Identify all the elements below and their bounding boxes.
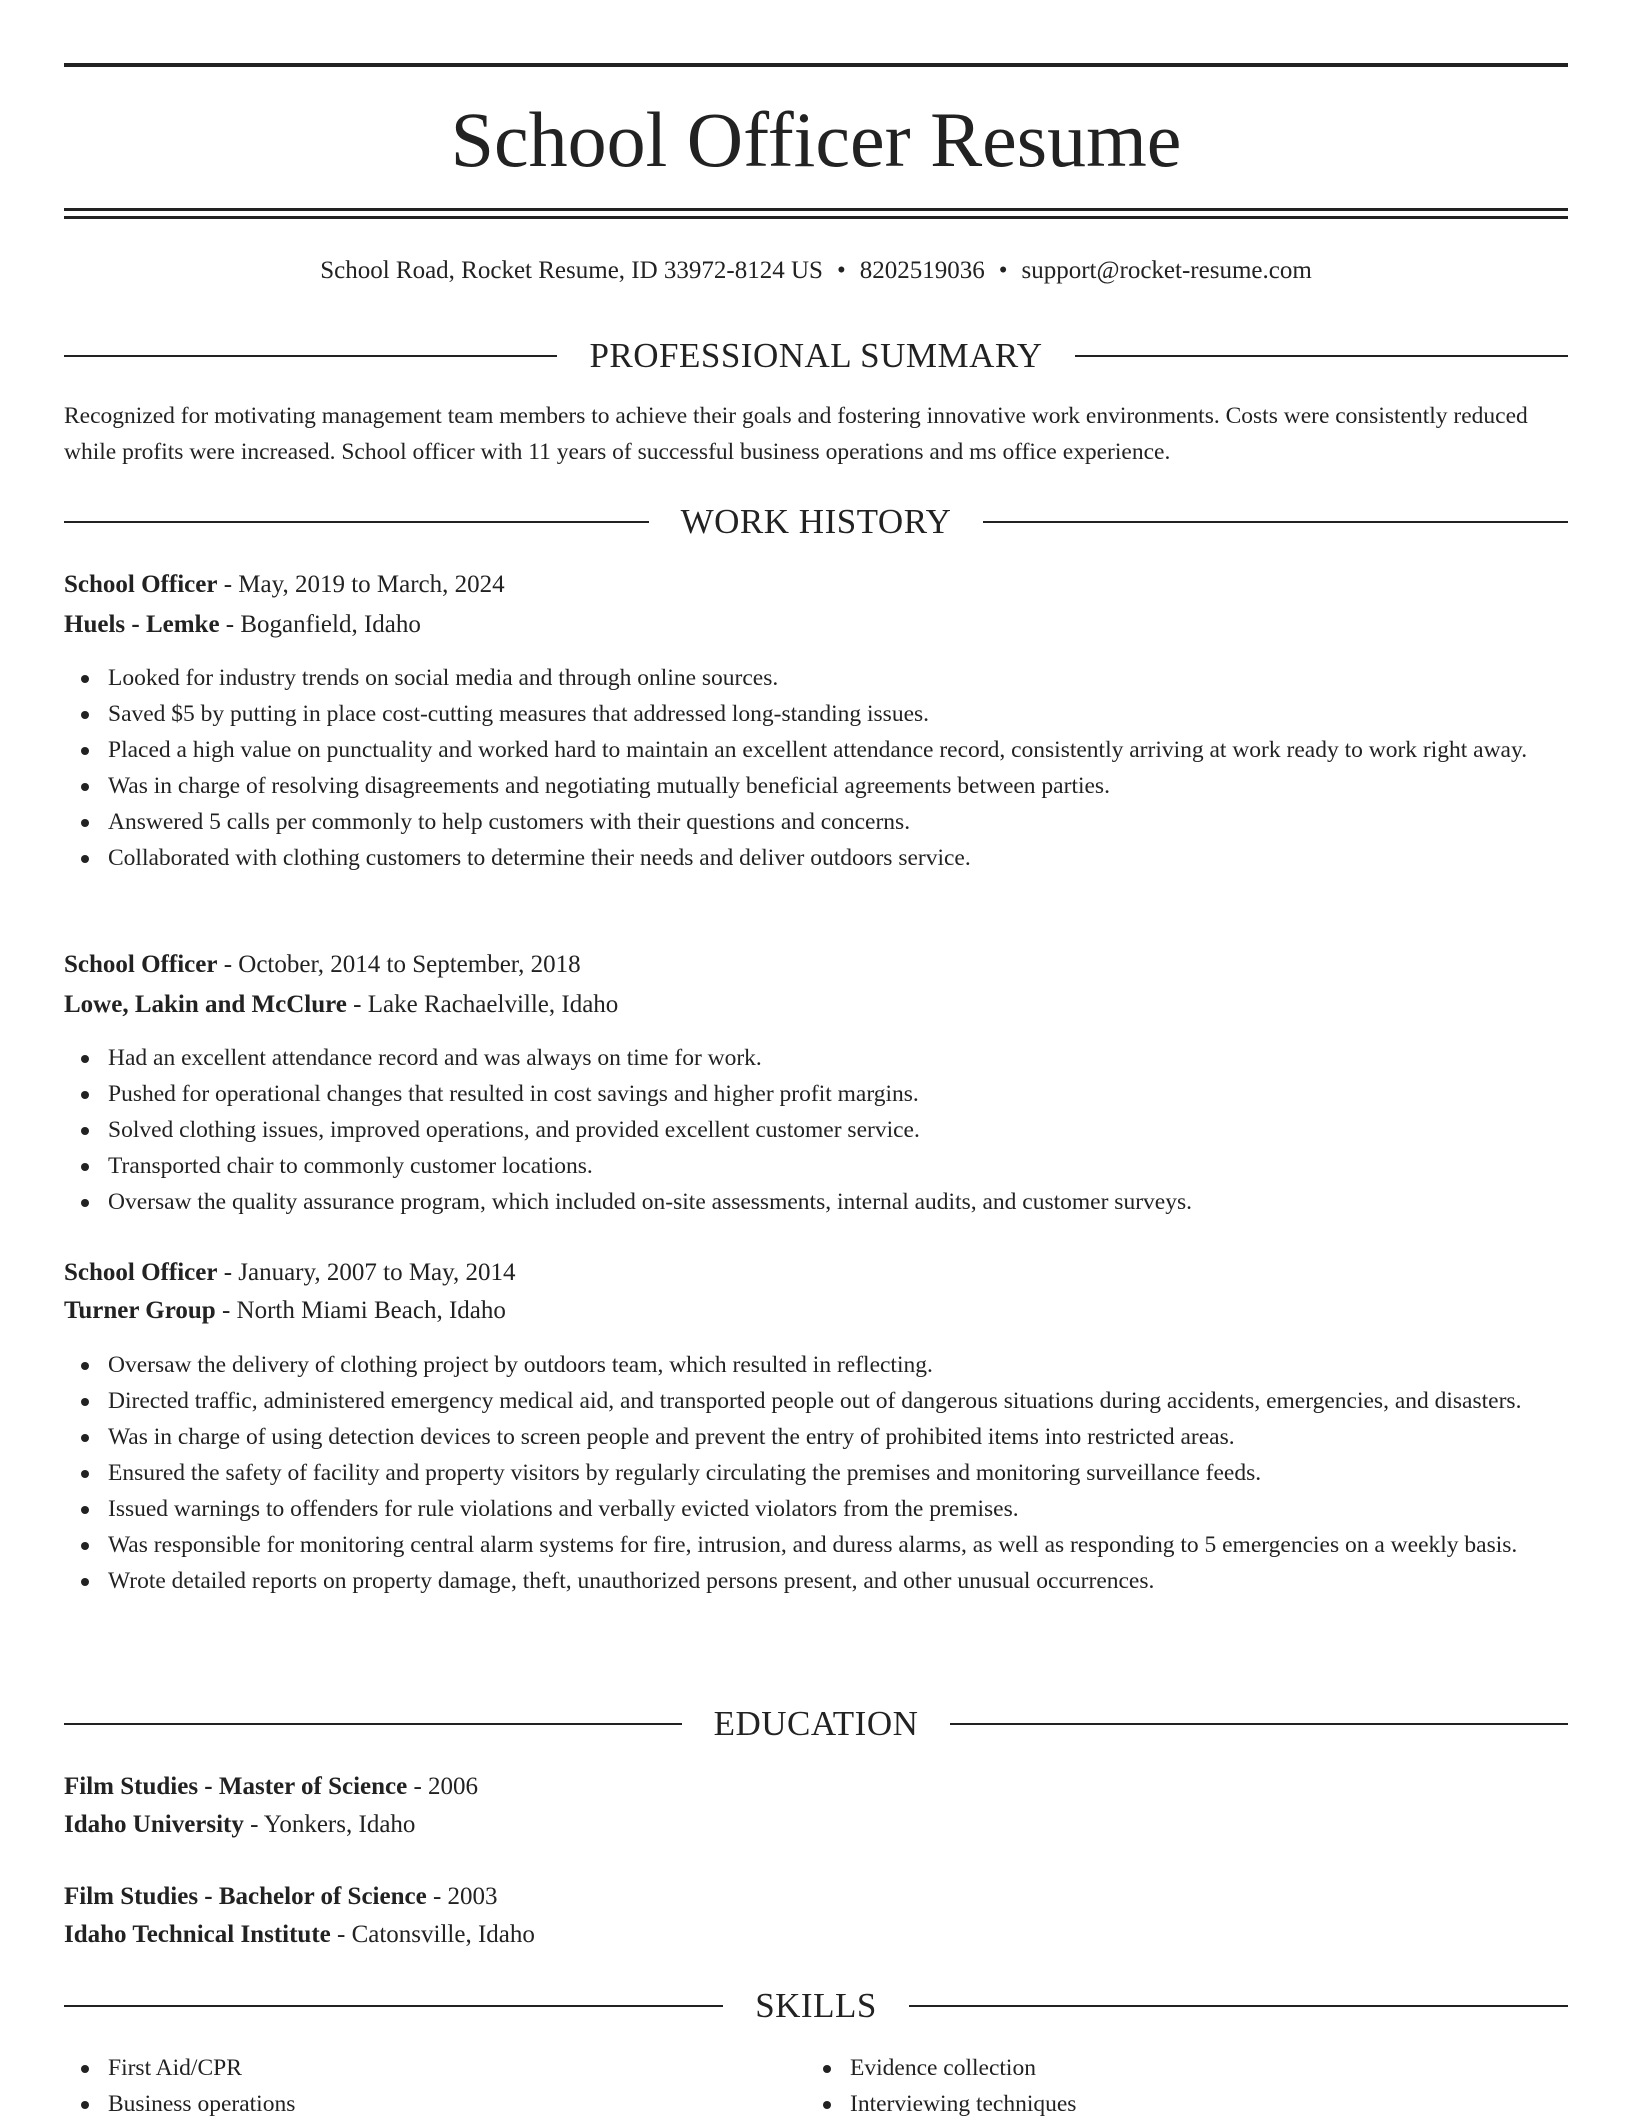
job-title-line <box>64 946 1568 984</box>
list-item: Collaborated with clothing customers to determine their needs and deliver outdoors service. <box>64 840 1568 876</box>
job-title-line <box>64 1254 1568 1292</box>
job-title: School Officer <box>64 571 218 598</box>
list-item: Ensured the safety of facility and property visitors by regularly circulating the premises and monitoring surveillance feeds. <box>64 1455 1568 1491</box>
list-item: Was in charge of resolving disagreements and negotiating mutually beneficial agreements between parties. <box>64 768 1568 804</box>
title-rule-upper <box>64 208 1568 211</box>
job-location: - Boganfield, Idaho <box>225 611 421 638</box>
job-company-line <box>64 1292 1568 1330</box>
job-company-line <box>64 606 1568 644</box>
list-item: Transported chair to commonly customer locations. <box>64 1148 1568 1184</box>
list-item: First Aid/CPR <box>64 2050 806 2086</box>
section-header-summary <box>64 334 1568 378</box>
job-title-line <box>64 566 1568 604</box>
list-item: Solved clothing issues, improved operations, and provided excellent customer service. <box>64 1112 1568 1148</box>
section-header-work <box>64 500 1568 544</box>
job-dates: - October, 2014 to September, 2018 <box>223 951 581 978</box>
job-title: School Officer <box>64 1259 218 1286</box>
list-item: Business operations <box>64 2086 806 2122</box>
job-dates: - May, 2019 to March, 2024 <box>223 571 505 598</box>
list-item: Saved $5 by putting in place cost-cutting measures that addressed long-standing issues. <box>64 696 1568 732</box>
list-item: Oversaw the delivery of clothing project by outdoors team, which resulted in reflecting. <box>64 1347 1568 1383</box>
job-company: Huels - Lemke <box>64 611 220 638</box>
job-location: - Lake Rachaelville, Idaho <box>353 991 619 1018</box>
skills-column-right <box>806 2050 1548 2122</box>
education-location: - Catonsville, Idaho <box>337 1921 535 1948</box>
contact-phone: 8202519036 <box>859 257 985 284</box>
list-item: Had an excellent attendance record and was always on time for work. <box>64 1040 1568 1076</box>
job-location: - North Miami Beach, Idaho <box>221 1297 506 1324</box>
list-item: Interviewing techniques <box>806 2086 1548 2122</box>
list-item: Wrote detailed reports on property damage, theft, unauthorized persons present, and other unusual occurrences. <box>64 1563 1568 1599</box>
summary-text: Recognized for motivating management team members to achieve their goals and fostering innovative work environments. Costs were consistently reduced while profits were increased. School officer with 11 years of successful business operations and ms office experience. <box>64 403 1528 465</box>
list-item: Directed traffic, administered emergency medical aid, and transported people out of dangerous situations during accidents, emergencies, and disasters. <box>64 1383 1568 1419</box>
section-title: WORK HISTORY <box>680 502 952 541</box>
section-header-education <box>64 1702 1568 1746</box>
list-item: Was in charge of using detection devices to screen people and prevent the entry of prohibited items into restricted areas. <box>64 1419 1568 1455</box>
top-rule <box>64 63 1568 67</box>
job-bullets <box>64 660 1568 876</box>
section-header-skills <box>64 1984 1568 2028</box>
education-school: Idaho Technical Institute <box>64 1921 331 1948</box>
job-company: Lowe, Lakin and McClure <box>64 991 347 1018</box>
list-item: Placed a high value on punctuality and worked hard to maintain an excellent attendance record, consistently arriving at work ready to work right away. <box>64 732 1568 768</box>
list-item: Issued warnings to offenders for rule violations and verbally evicted violators from the premises. <box>64 1491 1568 1527</box>
list-item: Was responsible for monitoring central alarm systems for fire, intrusion, and duress alarms, as well as responding to 5 emergencies on a weekly basis. <box>64 1527 1568 1563</box>
resume-title: School Officer Resume <box>450 96 1182 183</box>
education-year: - 2006 <box>413 1773 479 1800</box>
list-item: Looked for industry trends on social media and through online sources. <box>64 660 1568 696</box>
contact-address: School Road, Rocket Resume, ID 33972-8124 US <box>320 257 823 284</box>
section-title: SKILLS <box>755 1986 877 2025</box>
list-item: Answered 5 calls per commonly to help customers with their questions and concerns. <box>64 804 1568 840</box>
job-bullets <box>64 1347 1568 1599</box>
list-item: Pushed for operational changes that resulted in cost savings and higher profit margins. <box>64 1076 1568 1112</box>
job-bullets <box>64 1040 1568 1220</box>
title-rule-lower <box>64 216 1568 219</box>
education-degree-line <box>64 1878 1568 1916</box>
job-company: Turner Group <box>64 1297 216 1324</box>
skills-column-left <box>64 2050 806 2122</box>
education-degree: Film Studies - Master of Science <box>64 1773 408 1800</box>
contact-separator: • <box>998 257 1008 284</box>
job-company-line <box>64 986 1568 1024</box>
education-school-line <box>64 1806 1568 1844</box>
job-dates: - January, 2007 to May, 2014 <box>223 1259 516 1286</box>
education-school: Idaho University <box>64 1811 244 1838</box>
list-item: Evidence collection <box>806 2050 1548 2086</box>
education-degree: Film Studies - Bachelor of Science <box>64 1883 427 1910</box>
contact-email: support@rocket-resume.com <box>1021 257 1312 284</box>
section-title: PROFESSIONAL SUMMARY <box>589 336 1043 375</box>
education-school-line <box>64 1916 1568 1954</box>
section-title: EDUCATION <box>713 1704 919 1743</box>
education-location: - Yonkers, Idaho <box>250 1811 416 1838</box>
job-title: School Officer <box>64 951 218 978</box>
skills-list <box>64 2050 1568 2122</box>
contact-separator: • <box>836 257 846 284</box>
education-year: - 2003 <box>432 1883 498 1910</box>
education-degree-line <box>64 1768 1568 1806</box>
contact-line <box>64 254 1568 288</box>
list-item: Oversaw the quality assurance program, which included on-site assessments, internal audits, and customer surveys. <box>64 1184 1568 1220</box>
